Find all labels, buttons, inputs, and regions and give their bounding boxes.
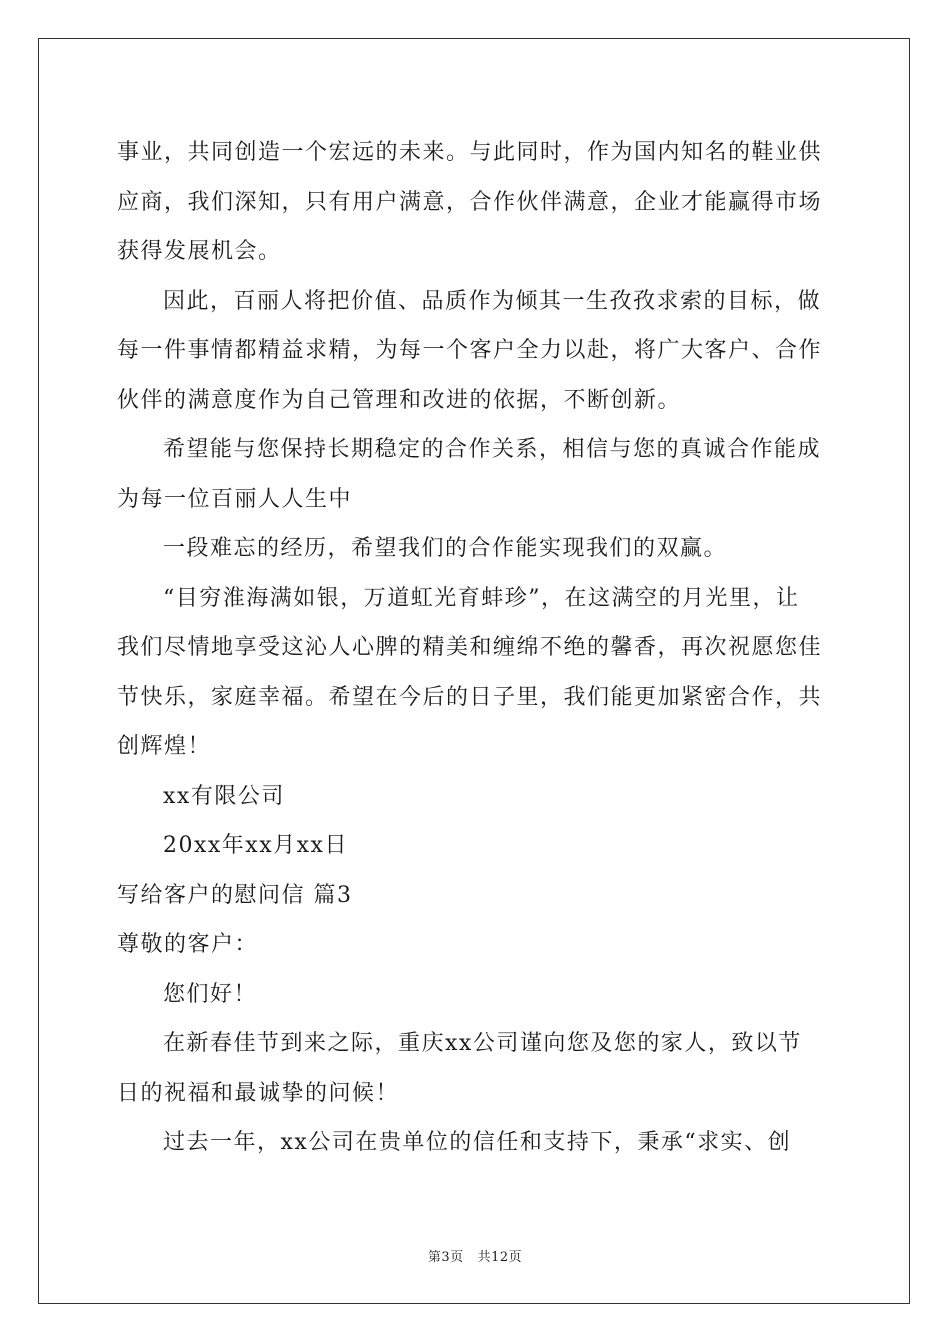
text-line: 获得发展机会。 [117, 239, 282, 264]
text-line: 事业，共同创造一个宏远的未来。与此同时，作为国内知名的鞋业供 [117, 140, 823, 165]
greeting: 您们好！ [163, 981, 258, 1007]
text-line: 为每一位百丽人人生中 [117, 486, 353, 512]
text-line: 希望能与您保持长期稳定的合作关系，相信与您的真诚合作能成 [163, 437, 822, 462]
text-line: 在新春佳节到来之际，重庆xx公司谨向您及您的家人，致以节 [163, 1031, 802, 1056]
salutation: 尊敬的客户： [117, 932, 259, 957]
page-footer [0, 1246, 950, 1265]
section-heading: 写给客户的慰问信 篇3 [117, 882, 353, 908]
text-line: 应商，我们深知，只有用户满意，合作伙伴满意，企业才能赢得市场 [117, 189, 823, 215]
text-line: 创辉煌！ [117, 734, 212, 759]
document-body [117, 128, 835, 1168]
page-number: 第3页 [427, 1250, 464, 1265]
text-line: 日的祝福和最诚挚的问候！ [117, 1080, 400, 1106]
text-line: 伙伴的满意度作为自己管理和改进的依据，不断创新。 [117, 387, 682, 413]
text-line: 节快乐，家庭幸福。希望在今后的日子里，我们能更加紧密合作，共 [117, 684, 823, 710]
page-total: 共12页 [477, 1250, 523, 1265]
text-line: 过去一年，xx公司在贵单位的信任和支持下，秉承“求实、创 [163, 1130, 792, 1155]
text-line: 每一件事情都精益求精，为每一个客户全力以赴，将广大客户、合作 [117, 338, 823, 363]
text-line: 一段难忘的经历，希望我们的合作能实现我们的双赢。 [163, 536, 728, 561]
text-line: 我们尽情地享受这沁人心脾的精美和缠绵不绝的馨香，再次祝愿您佳 [117, 635, 823, 660]
signature-company: xx有限公司 [163, 783, 285, 809]
text-line: “目穷淮海满如银，万道虹光育蚌珍”，在这满空的月光里，让 [163, 585, 800, 611]
text-line: 因此，百丽人将把价值、品质作为倾其一生孜孜求索的目标，做 [163, 288, 822, 314]
signature-date: 20xx年xx月xx日 [163, 833, 348, 858]
